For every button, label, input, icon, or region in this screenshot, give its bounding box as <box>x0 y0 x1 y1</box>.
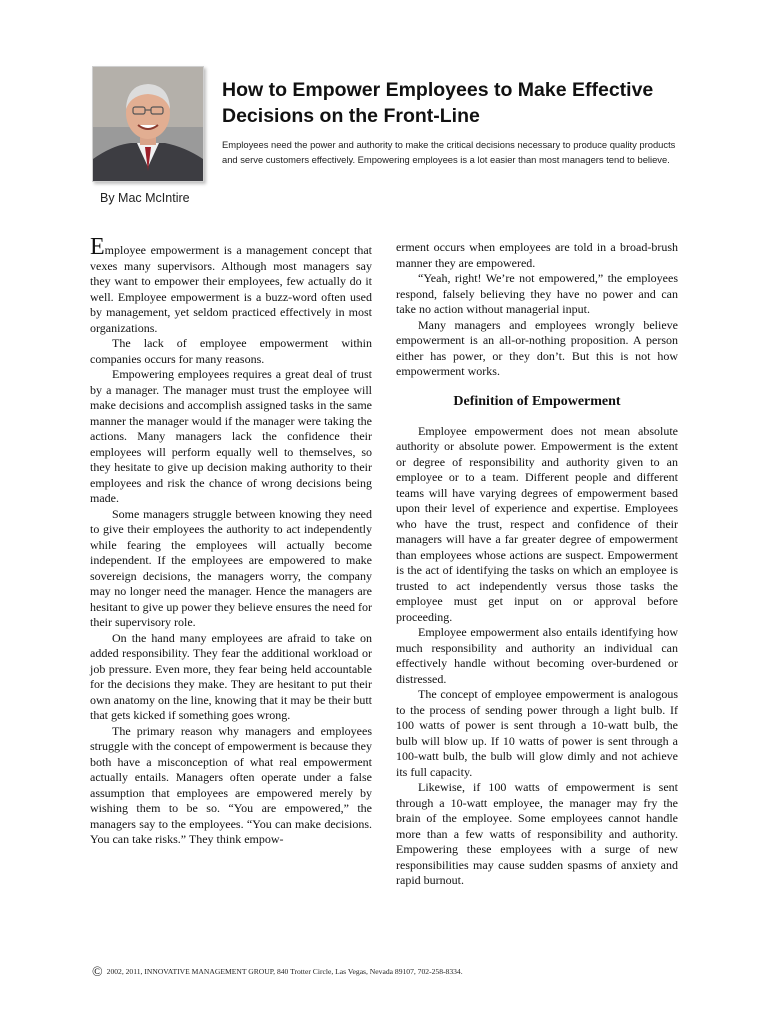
section-heading: Definition of Empowerment <box>453 393 621 409</box>
paragraph: erment occurs when employees are told in a broad-brush manner they are empowered. <box>396 240 678 270</box>
paragraph: The concept of employee empowerment is analogous to the process of sending power through a light bulb. If 100 watts of power is sent through a 10-watt bulb, the bulb will blow up. If 10 watts of power is sent through a 100-watt bulb, the bulb will glow dimly and not achieve its full capacity. <box>396 687 678 779</box>
right-column <box>396 240 678 889</box>
paragraph <box>90 234 372 336</box>
paragraph: “Yeah, right! We’re not empowered,” the employees respond, falsely believing they have no power and can take no action without managerial input. <box>396 271 678 316</box>
paragraph: On the hand many employees are afraid to take on added responsibility. They fear the additional workload or job pressure. Even more, they fear being held accountable for the decisions they make. They are hesitant to put their own anatomy on the line, knowing that it may be their butt that gets kicked if something goes wrong. <box>90 630 372 722</box>
article-subtitle: Employees need the power and authority to make the critical decisions necessary to produce quality products and serve customers effectively. Empowering employees is a lot easier than most managers tend to believe. <box>222 139 676 165</box>
paragraph: Empowering employees requires a great deal of trust by a manager. The manager must trust the employee will make decisions and accomplish assigned tasks in the same manner the manager would if the manager were taking the actions. Many managers lack the confidence their employees will perform equally well to themselves, so they hesitate to give up decision making authority to their employees and risk the chance of wrong decisions being made. <box>90 367 372 505</box>
paragraph: Employee empowerment also entails identifying how much responsibility and authority an individual can effectively handle without becoming over-burdened or distressed. <box>396 625 678 686</box>
paragraph: Many managers and employees wrongly believe empowerment is an all-or-nothing proposition. A person either has power, or they don’t. But this is not how empowerment works. <box>396 317 678 378</box>
copyright-text: 2002, 2011, INNOVATIVE MANAGEMENT GROUP, 840 Trotter Circle, Las Vegas, Nevada 89107, 702-258-8334. <box>106 967 463 976</box>
copyright-symbol: © <box>92 965 103 980</box>
paragraph-text: mployee empowerment is a management concept that vexes many supervisors. Although most managers say they want to empower their employees, few actually do it well. Employee empowerment is a buzz-word often used by management, yet seldom practiced effectively in most organizations. <box>90 243 372 335</box>
author-photo <box>92 66 204 182</box>
paragraph: Likewise, if 100 watts of empowerment is sent through a 10-watt employee, the manager may fry the brain of the employee. Some employees cannot handle more than a few watts of responsibility and authority. Empowering these employees with a surge of new responsibilities may cause sudden spasms of anxiety and rapid burnout. <box>396 780 678 887</box>
paragraph: The lack of employee empowerment within companies occurs for many reasons. <box>90 336 372 366</box>
drop-cap: E <box>90 234 105 260</box>
paragraph: Employee empowerment does not mean absolute authority or absolute power. Empowerment is the extent or degree of responsibility and authority given to an employee or to a team. Different people and different teams will have varying degrees of empowerment based upon their level of experience and expertise. Employees who have the trust, respect and confidence of their managers will have a far greater degree of empowerment than employees whose actions are suspect. Empowerment is the act of identifying the tasks on which an employee is trusted to act independently versus those tasks the employee must get input on or approval before proceeding. <box>396 423 678 624</box>
author-byline: By Mac McIntire <box>100 191 190 205</box>
left-column <box>90 234 372 848</box>
paragraph: Some managers struggle between knowing they need to give their employees the authority to act independently while fearing the employees will actually become independent. If the employees are empowered to make sovereign decisions, the managers worry, the company may no longer need the manager. Hence the managers are hesitant to give up power they believe ensures the need for their supervisory role. <box>90 506 372 629</box>
copyright-footer <box>92 965 692 981</box>
article-title: How to Empower Employees to Make Effective Decisions on the Front-Line <box>222 79 654 127</box>
paragraph: The primary reason why managers and employees struggle with the concept of empowerment is because they both have a misconception of what real empowerment actually entails. Managers often operate under a false assumption that employees are empowered merely by wishing them to be so. “You are empowered,” the managers say to the employees. “You can make decisions. You can take risks.” They think empow- <box>90 723 372 846</box>
